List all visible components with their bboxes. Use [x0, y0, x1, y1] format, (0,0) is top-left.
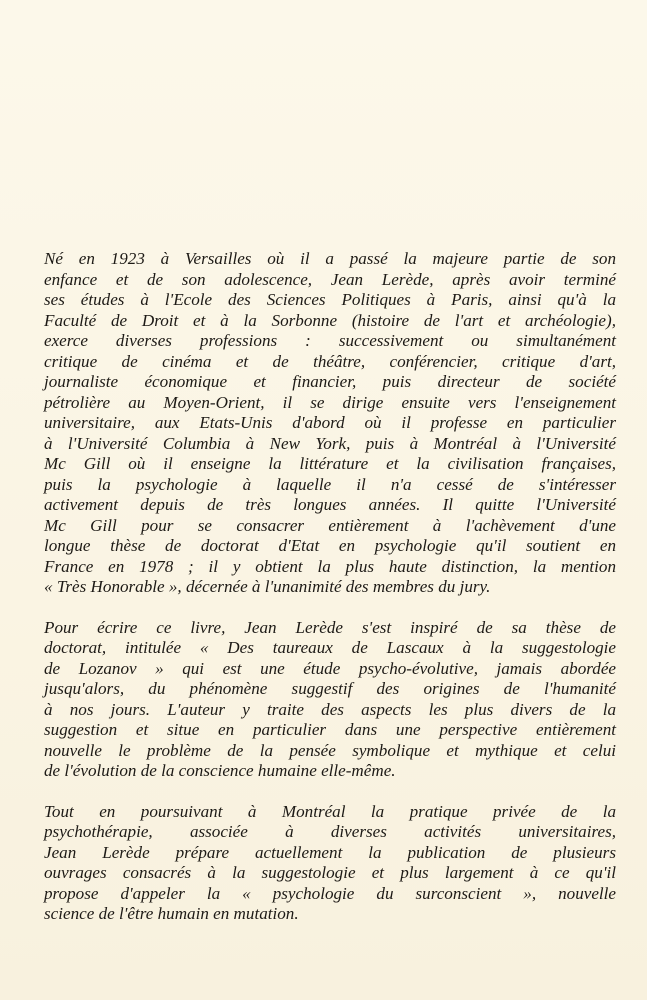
text-line: universitaire, aux Etats-Unis d'abord où il professe en particulier — [44, 413, 616, 432]
text-line: longue thèse de doctorat d'Etat en psychologie qu'il soutient en — [44, 536, 616, 555]
paragraph-book — [44, 618, 616, 782]
text-line: suggestion et situe en particulier dans une perspective entièrement — [44, 720, 616, 739]
text-line: exerce diverses professions : successivement ou simultanément — [44, 331, 616, 350]
text-line: Faculté de Droit et à la Sorbonne (histoire de l'art et archéologie), — [44, 310, 616, 330]
text-line: à l'Université Columbia à New York, puis à Montréal à l'Université — [44, 433, 616, 453]
text-line: à nos jours. L'auteur y traite des aspects les plus divers de la — [44, 699, 616, 719]
text-line: pétrolière au Moyen-Orient, il se dirige ensuite vers l'enseignement — [44, 392, 616, 412]
text-line: nouvelle le problème de la pensée symbolique et mythique et celui — [44, 740, 616, 760]
text-line: jusqu'alors, du phénomène suggestif des origines de l'humanité — [44, 679, 616, 698]
text-line: ouvrages consacrés à la suggestologie et plus largement à ce qu'il — [44, 863, 616, 882]
text-line: critique de cinéma et de théâtre, conférencier, critique d'art, — [44, 351, 616, 371]
paragraph-biography — [44, 249, 616, 598]
text-line: doctorat, intitulée « Des taureaux de Lascaux à la suggestologie — [44, 638, 616, 657]
text-line: propose d'appeler la « psychologie du surconscient », nouvelle — [44, 883, 616, 903]
text-line: Mc Gill où il enseigne la littérature et la civilisation françaises, — [44, 454, 616, 473]
text-line: Né en 1923 à Versailles où il a passé la majeure partie de son — [44, 249, 616, 268]
text-line: Tout en poursuivant à Montréal la pratique privée de la — [44, 801, 616, 821]
text-line: Mc Gill pour se consacrer entièrement à l'achèvement d'une — [44, 515, 616, 535]
text-line: France en 1978 ; il y obtient la plus haute distinction, la mention — [44, 556, 616, 576]
text-line: psychothérapie, associée à diverses activités universitaires, — [44, 822, 616, 841]
text-line: de l'évolution de la conscience humaine elle-même. — [44, 761, 396, 780]
text-line: puis la psychologie à laquelle il n'a cessé de s'intéresser — [44, 474, 616, 494]
text-line: de Lozanov » qui est une étude psycho-évolutive, jamais abordée — [44, 658, 616, 678]
text-line: activement depuis de très longues années. Il quitte l'Université — [44, 495, 616, 514]
text-line: journaliste économique et financier, puis directeur de société — [44, 372, 616, 391]
text-line: science de l'être humain en mutation. — [44, 904, 299, 923]
text-line: Pour écrire ce livre, Jean Lerède s'est inspiré de sa thèse de — [44, 617, 616, 637]
text-line: ses études à l'Ecole des Sciences Politiques à Paris, ainsi qu'à la — [44, 290, 616, 309]
text-line: enfance et de son adolescence, Jean Lerède, après avoir terminé — [44, 269, 616, 289]
text-line: Jean Lerède prépare actuellement la publication de plusieurs — [44, 842, 616, 862]
text-line: « Très Honorable », décernée à l'unanimité des membres du jury. — [44, 577, 491, 596]
paragraph-current-work — [44, 802, 616, 925]
author-biography — [44, 249, 616, 925]
